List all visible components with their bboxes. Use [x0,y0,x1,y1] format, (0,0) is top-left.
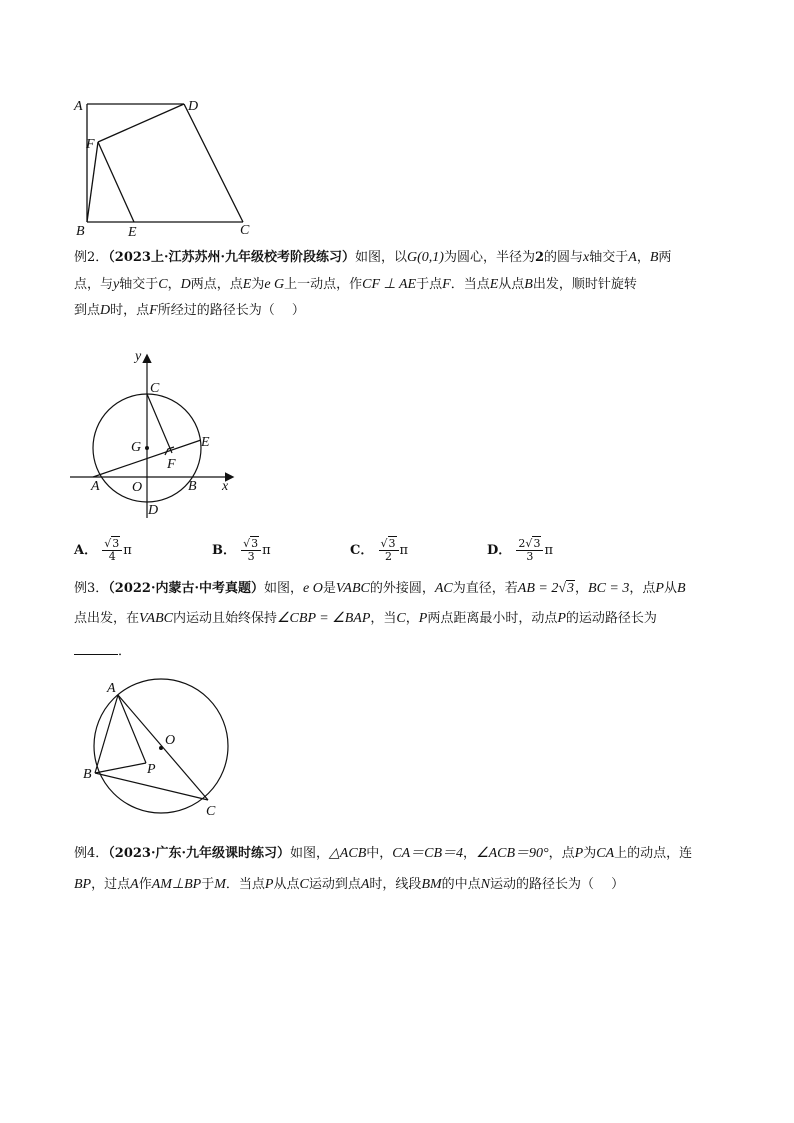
ex4-text: 为 [583,846,597,861]
ex3-text: ， [405,611,419,626]
ex2-text: ．当点 [450,277,490,292]
frac-num: 3 [112,537,120,550]
ex2-var: B [524,277,533,292]
ex2-var: C [158,277,168,292]
ex2-var: B [649,250,659,265]
ex3-triangle: VABC [335,581,370,596]
ex4-text: 运动的路径长为（ ） [490,877,625,892]
ex3-text: ，当 [370,611,397,626]
ex4-number: 例4． [74,846,109,861]
ex4-var: M [214,877,226,892]
label-a: A [107,681,116,696]
ex2-line-2 [74,276,637,294]
ex2-var: E [489,277,499,292]
pi-symbol: π [399,543,409,558]
label-o: O [132,480,143,495]
ex4-var: A [130,877,139,892]
ex2-text: ， [636,250,650,265]
ex4-var: BM [421,877,442,892]
pi-symbol: π [544,543,553,558]
frac-coef: 2 [518,537,526,550]
pi-symbol: π [262,543,271,558]
ex2-source: （2023上·江苏苏州·九年级校考阶段练习） [108,250,356,265]
label-e: E [201,435,210,450]
ex3-var: AC [434,581,453,596]
ex3-text: 的运动路径长为 [565,611,657,626]
option-fraction: $\frac{√3}{2}$ [379,538,399,563]
ex4-var: CA [596,846,615,861]
ex4-angle: ∠ACB＝90° [476,846,549,861]
ex2-text: 轴交于 [119,277,159,292]
ex4-text: 运动到点 [308,877,361,892]
ex2-text: 如图，以 [355,250,408,265]
label-b: B [76,224,85,239]
ex3-line-2 [74,610,657,628]
ex4-text: ．当点 [225,877,265,892]
ex4-text: 时，线段 [369,877,422,892]
label-x: x [222,479,229,494]
ex4-var: N [480,877,491,892]
frac-den: 3 [526,550,534,563]
ex2-var: D [100,303,111,318]
ex2-text: 为圆心，半径为 [443,250,535,265]
label-a: A [74,99,83,114]
label-f: F [86,137,95,152]
label-b: B [188,479,197,494]
ex2-text: 上一动点，作 [284,277,363,292]
ex3-triangle: VABC [139,611,173,626]
ex3-text: 如图， [264,581,304,596]
ex4-text: ，点 [548,846,575,861]
ex2-text: ， [167,277,181,292]
option-fraction: $\frac{2√3}{3}$ [516,538,543,563]
ex2-text: 两 [658,250,672,265]
ex3-var: B [676,581,686,596]
ex2-text: 为 [251,277,265,292]
label-b: B [83,767,92,782]
ex3-line-3 [74,642,131,661]
ex2-text: 点，与 [74,277,114,292]
ex2-var: E [242,277,252,292]
ex3-text: 内运动且始终保持 [172,611,277,626]
frac-den: 3 [247,550,255,563]
ex2-var: A [628,250,637,265]
frac-den: 4 [108,550,116,563]
ex2-line-1 [74,249,671,267]
ex4-perp: AM⊥BP [151,877,202,892]
ex3-var: P [418,611,428,626]
ex2-text: 两点，点 [190,277,243,292]
ex3-text: ， [575,581,589,596]
option-letter: C． [350,543,374,558]
figure-1-trapezoid [60,90,290,240]
label-f: F [167,457,176,472]
ex2-line-3 [74,302,305,320]
ex4-text: 中， [366,846,393,861]
ex2-text: 的圆与 [544,250,584,265]
ex4-text: 于 [201,877,215,892]
label-p: P [147,762,156,777]
ex3-ab: AB = 2 [517,581,559,596]
frac-num: 3 [251,537,259,550]
ex3-text: 点出发，在 [74,611,140,626]
option-b[interactable] [212,538,271,563]
ex2-text: 出发，顺时针旋转 [532,277,637,292]
option-fraction: $\frac{√3}{4}$ [102,538,122,563]
ex2-text: 到点 [74,303,101,318]
label-c: C [150,381,160,396]
ex4-text: 如图， [290,846,330,861]
ex2-perp: CF ⊥ AE [362,277,417,292]
label-o: O [165,733,176,748]
ex3-sqrt: 3 [567,581,575,596]
ex4-line-2 [74,876,624,894]
label-a: A [91,479,100,494]
option-a[interactable] [74,538,132,563]
ex3-var: C [396,611,406,626]
pi-symbol: π [123,543,132,558]
ex2-text: 所经过的路径长为（ ） [157,303,305,318]
ex4-text: 从点 [273,877,300,892]
ex3-var: P [557,611,566,626]
ex2-var: y [113,277,120,292]
frac-den: 2 [385,550,392,563]
label-e: E [128,225,137,240]
ex4-line-1 [74,845,692,863]
label-c: C [240,223,250,238]
figure-3-circle-triangle [75,675,235,820]
ex2-var: F [149,303,158,318]
ex4-var: A [360,877,370,892]
frac-num: 3 [388,537,396,550]
ex2-radius: 2 [534,250,545,265]
ex3-text: 从 [663,581,677,596]
ex4-var: C [299,877,309,892]
ex3-circle: e O [303,581,323,596]
label-d: D [148,503,159,518]
option-letter: A． [74,543,98,558]
ex2-var: F [442,277,451,292]
ex2-number: 例2． [74,250,109,265]
ex4-text: 作 [138,877,152,892]
ex4-var: P [264,877,274,892]
figure-2-circle-axes [60,340,250,525]
ex4-equal: CA＝CB＝4 [392,846,464,861]
option-d[interactable] [487,538,553,563]
ex2-text: 轴交于 [589,250,629,265]
ex4-triangle: △ACB [329,846,367,861]
ex3-bc: BC = 3 [588,581,630,596]
ex3-text: ，点 [629,581,656,596]
ex2-text: 从点 [498,277,525,292]
ex3-line-1: 例3．（2022·内蒙古·中考真题）如图，e O是VABC的外接圆，AC为直径，若AB = 2√3，BC = 3，点P从B [74,581,686,596]
ex3-angle: ∠CBP = ∠BAP [277,611,371,626]
answer-blank[interactable] [74,642,118,655]
ex4-text: ，过点 [91,877,131,892]
ex2-var: D [180,277,191,292]
ex3-var: P [655,581,664,596]
label-y: y [135,349,142,364]
ex4-source: （2023·广东·九年级课时练习） [108,846,291,861]
ex2-circle: e G [264,277,285,292]
ex2-text: 时，点 [110,303,150,318]
label-d: D [188,99,199,114]
label-g: G [131,440,142,455]
ex4-var: P [574,846,584,861]
ex4-text: ， [463,846,477,861]
ex3-source: （2022·内蒙古·中考真题） [108,581,265,596]
frac-num: 3 [533,537,541,550]
label-c: C [206,804,216,819]
ex2-var: x [583,250,590,265]
ex4-text: 的中点 [441,877,481,892]
option-letter: B． [212,543,236,558]
option-c[interactable] [350,538,408,563]
ex3-text: 的外接圆， [369,581,435,596]
ex3-text: ． [118,644,132,659]
ex2-text: 于点 [416,277,443,292]
ex3-text: 两点距离最小时，动点 [427,611,558,626]
option-fraction: $\frac{√3}{3}$ [241,538,261,563]
ex3-number: 例3． [74,581,109,596]
option-letter: D． [487,543,512,558]
ex3-text: 是 [322,581,336,596]
ex4-text: 上的动点，连 [614,846,693,861]
ex3-text: 为直径，若 [452,581,518,596]
ex2-center: G(0,1) [407,250,444,265]
ex4-var: BP [74,877,92,892]
